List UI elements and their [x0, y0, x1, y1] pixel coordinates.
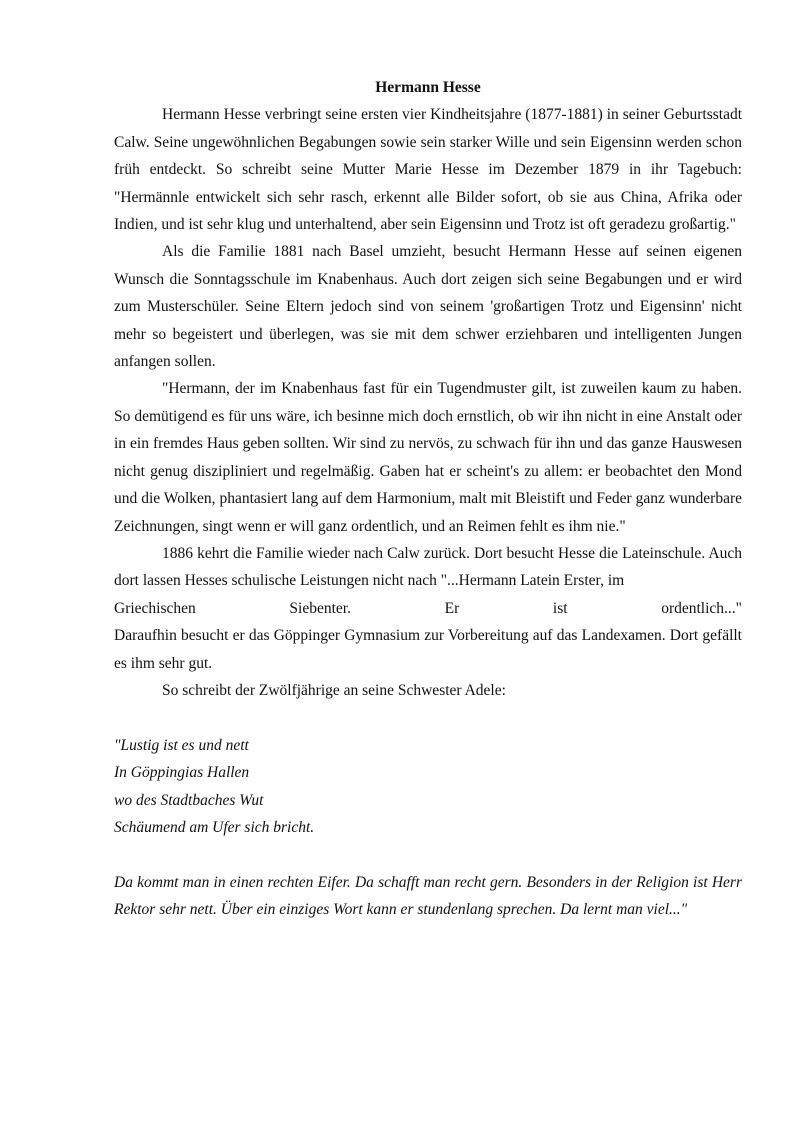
paragraph-calw-rest: Daraufhin besucht er das Göppinger Gymnasium zur Vorbereitung auf das Landexamen. Dort gefällt es ihm sehr gut. [114, 627, 742, 672]
document-page [114, 74, 742, 924]
paragraph-childhood: Hermann Hesse verbringt seine ersten vier Kindheitsjahre (1877-1881) in seiner Geburtsstadt Calw. Seine ungewöhnlichen Begabungen sowie sein starker Wille und sein Eigensinn werden schon früh entdeckt. So schreibt seine Mutter Marie Hesse im Dezember 1879 in ihr Tagebuch: "Hermännle entwickelt sich sehr rasch, erkennt alle Bilder sofort, ob sie aus China, Afrika oder Indien, und ist sehr klug und unterhaltend, aber sein Eigensinn und Trotz ist oft geradezu großartig." [114, 106, 742, 234]
paragraph-calw-line1: 1886 kehrt die Familie wieder nach Calw zurück. Dort besucht Hesse die Lateinschule. Auch dort lassen Hesses schulische Leistungen nicht nach "...Hermann Latein Erster, im [114, 544, 742, 590]
poem-line: "Lustig ist es und nett [114, 736, 249, 754]
document-title: Hermann Hesse [375, 79, 481, 96]
paragraph-basel: Als die Familie 1881 nach Basel umzieht, besucht Hermann Hesse auf seinen eigenen Wunsch die Sonntagsschule im Knabenhaus. Auch dort zeigen sich seine Begabungen und er wird zum Musterschüler. Seine Eltern jedoch sind von seinem 'großartigen Trotz und Eigensinn' nicht mehr so begeistert und überlegen, was sie mit dem schwer erziehbaren und intelligenten Jungen anfangen sollen. [114, 243, 742, 371]
paragraph-calw-line2: Griechischen Siebenter. Er ist ordentlich..." [114, 599, 742, 617]
paragraph-mother-quote: "Hermann, der im Knabenhaus fast für ein Tugendmuster gilt, ist zuweilen kaum zu haben. So demütigend es für uns wäre, ich besinne mich doch ernstlich, ob wir ihn nicht in eine Anstalt oder in ein fremdes Haus geben sollten. Wir sind zu nervös, zu schwach für ihn und das ganze Hauswesen nicht genug diszipliniert und regelmäßig. Gaben hat er scheint's zu allem: er beobachtet den Mond und die Wolken, phantasiert lang auf dem Harmonium, malt mit Bleistift und Feder ganz wunderbare Zeichnungen, singt wenn er will ganz ordentlich, und an Reimen fehlt es ihm nie." [114, 380, 742, 535]
poem-line: Schäumend am Ufer sich bricht. [114, 818, 315, 836]
letter-closing: Da kommt man in einen rechten Eifer. Da schafft man recht gern. Besonders in der Religion ist Herr Rektor sehr nett. Über ein einziges Wort kann er stundenlang sprechen. Da lernt man viel..." [114, 873, 742, 919]
letter-intro: So schreibt der Zwölfjährige an seine Schwester Adele: [162, 681, 506, 699]
poem-line: In Göppingias Hallen [114, 764, 250, 782]
poem [114, 732, 742, 842]
poem-line: wo des Stadtbaches Wut [114, 791, 264, 809]
